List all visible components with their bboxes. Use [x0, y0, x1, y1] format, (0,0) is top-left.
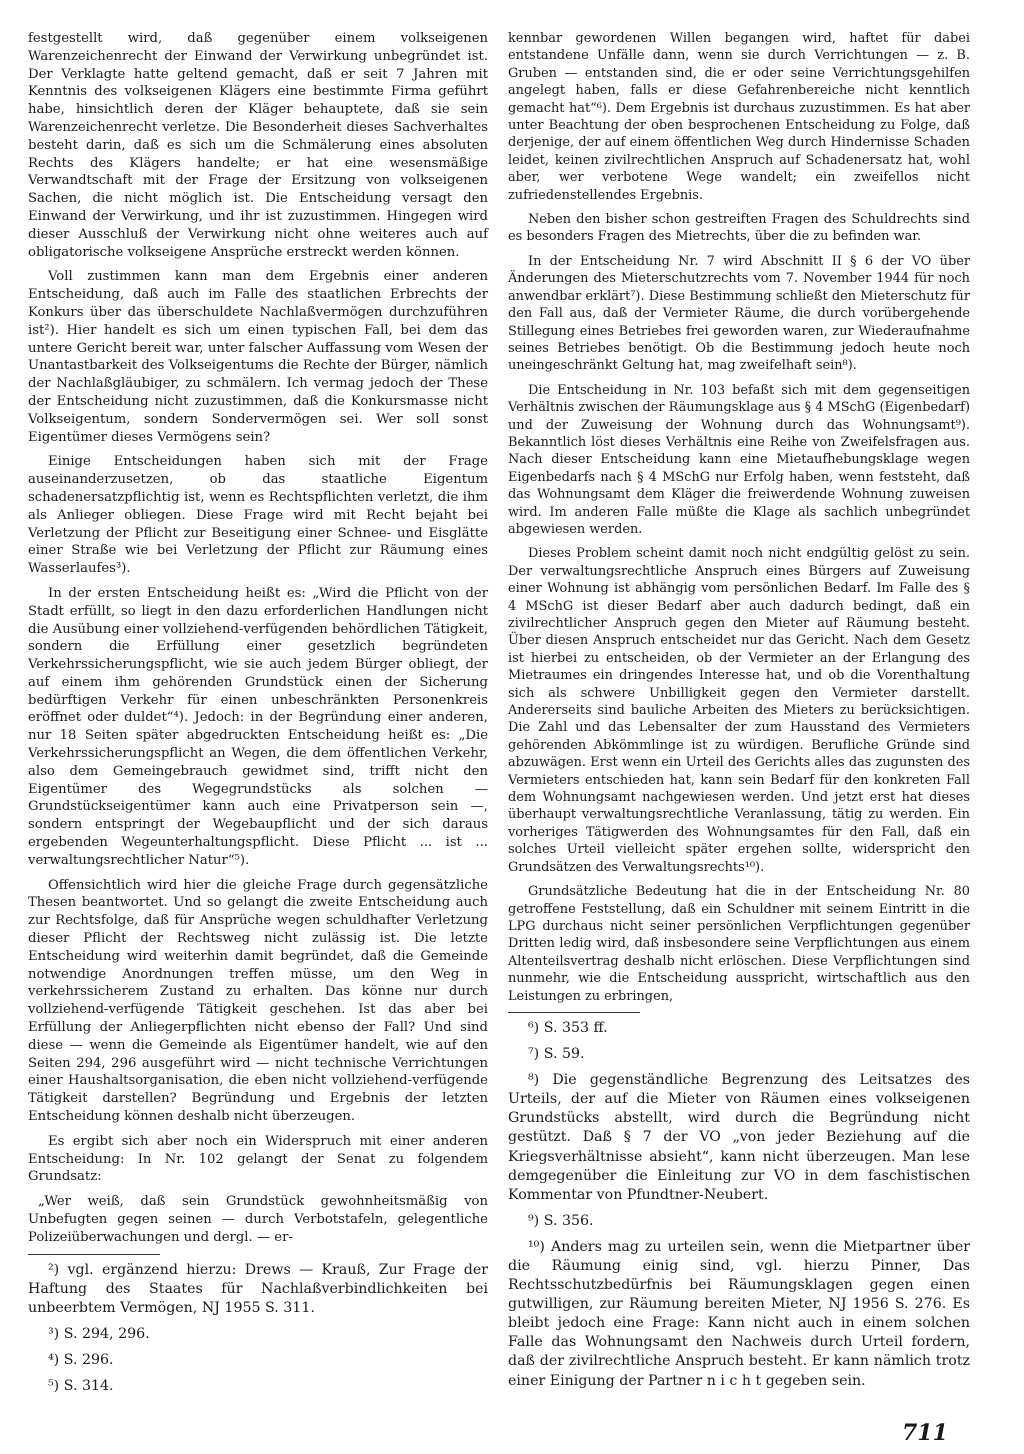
paragraph: Voll zustimmen kann man dem Ergebnis einer anderen Entscheidung, daß auch im Falle des staatlichen Erbrechts der Konkurs über das überschuldete Nachlaßvermögen durchzuführen ist²). Hier handelt es sich um einen typischen Fall, bei dem das untere Gericht bereit war, unter falscher Auffassung vom Wesen der Unantastbarkeit des Volkseigentums die Rechte der Bürger, nämlich der Nachlaßgläubiger, zu schmälern. Ich vermag jedoch der These der Entscheidung nicht zuzustimmen, daß die Konkursmasse nicht Volkseigentum, sondern Sondervermögen sei. Wer soll sonst Eigentümer dieses Vermögens sein?	[28, 269, 488, 445]
footnote: ⁷) S. 59.	[528, 1046, 585, 1063]
paragraph: Neben den bisher schon gestreiften Fragen des Schuldrechts sind es besonders Fragen des Mietrechts, über die zu befinden war.	[508, 212, 970, 245]
footnote: ⁹) S. 356.	[528, 1212, 594, 1229]
footnote: ¹⁰) Anders mag zu urteilen sein, wenn die Mietpartner über die Räumung einig sind, vgl. hierzu Pinner, Das Rechtsschutzbedürfnis bei Räumungsklagen gegen einen gutwilligen, zur Räumung bereiten Mieter, NJ 1956 S. 276. Es bleibt jedoch eine Frage: Kann nicht auch in einem solchen Falle das Wohnungsamt den Nachweis durch Urteil fordern, daß der zivilrechtliche Anspruch besteht. Er kann nämlich trotz einer Einigung der Partner n i c h t gegeben sein.	[508, 1238, 970, 1389]
right-column	[508, 30, 970, 1398]
paragraph: kennbar gewordenen Willen begangen wird, haftet für dabei entstandene Unfälle dann, wenn sie durch Verrichtungen — z. B. Gruben — entstanden sind, die er oder seine Verrichtungsgehilfen angelegt haben, falls er diese Gefahrenbereiche nicht kenntlich gemacht hat“⁶). Dem Ergebnis ist durchaus zuzustimmen. Es hat aber unter Beachtung der oben besprochenen Entscheidung zu Folge, daß derjenige, der auf einem öffentlichen Weg durch Hindernisse Schaden leidet, keinen zivilrechtlichen Anspruch auf Schadenersatz hat, wohl aber, wer verbotene Wege wandelt; ein zweifellos nicht zufriedenstellendes Ergebnis.	[508, 31, 970, 203]
footnote: ⁵) S. 314.	[48, 1378, 114, 1395]
page-number: 711	[902, 1420, 948, 1446]
paragraph: festgestellt wird, daß gegenüber einem volkseigenen Warenzeichenrecht der Einwand der Verwirkung unbegründet ist. Der Verklagte hatte geltend gemacht, daß er seit 7 Jahren mit Kenntnis des volkseigenen Klägers eine bestimmte Firma geführt habe, hinsichtlich deren der Kläger behauptete, daß sie sein Warenzeichenrecht verletze. Die Besonderheit dieses Sachverhaltes besteht darin, daß es sich um die Schmälerung eines absoluten Rechts des Klägers handelte; er hat eine wesensmäßige Verwandtschaft mit der Frage der Ersitzung von volkseigenen Sachen, die nicht möglich ist. Die Entscheidung versagt den Einwand der Verwirkung, und ihr ist zuzustimmen. Hingegen wird dieser Ausschluß der Verwirkung nicht ohne weiteres auch auf obligatorische volkseigene Ansprüche erstreckt werden können.	[28, 31, 488, 260]
footnote: ³) S. 294, 296.	[48, 1325, 150, 1342]
paragraph: In der Entscheidung Nr. 7 wird Abschnitt II § 6 der VO über Änderungen des Mieterschutzrechts vom 7. November 1944 für noch anwendbar erklärt⁷). Diese Bestimmung schließt den Mieterschutz für den Fall aus, daß der Vermieter Räume, die durch vorübergehende Stillegung eines Betriebes frei geworden waren, zur Wiederaufnahme seines Betriebes benötigt. Ob die Bestimmung jedoch heute noch uneingeschränkt Geltung hat, mag zweifelhaft sein⁸).	[508, 253, 970, 374]
footnote: ⁴) S. 296.	[48, 1351, 114, 1368]
quote-paragraph: „Wer weiß, daß sein Grundstück gewohnheitsmäßig von Unbefugten gegen seinen — durch Verbotstafeln, gelegentliche Polizeiüberwachungen und dergl. — er-	[28, 1194, 488, 1245]
paragraph: Die Entscheidung in Nr. 103 befaßt sich mit dem gegenseitigen Verhältnis zwischen der Räumungsklage aus § 4 MSchG (Eigenbedarf) und der Zuweisung der Wohnung durch das Wohnungsamt⁹). Bekanntlich löst dieses Verhältnis eine Reihe von Zweifelsfragen aus. Nach dieser Entscheidung kann eine Mietaufhebungsklage wegen Eigenbedarfs nach § 4 MSchG nur Erfolg haben, wenn feststeht, daß das Wohnungsamt dem Kläger die freiwerdende Wohnung zuweisen wird. Im anderen Falle müßte die Klage als sachlich unbegründet abgewiesen werden.	[508, 382, 970, 537]
footnote-divider	[508, 1012, 640, 1013]
paragraph: Grundsätzliche Bedeutung hat die in der Entscheidung Nr. 80 getroffene Feststellung, daß ein Schuldner mit seinem Eintritt in die LPG durchaus nicht seiner persönlichen Verpflichtungen gegenüber Dritten ledig wird, daß insbesondere seine Verpflichtungen aus einem Altenteilsvertrag deshalb nicht erlöschen. Diese Verpflichtungen sind nunmehr, wie die Entscheidung ausspricht, wirtschaftlich aus den Leistungen zu erbringen,	[508, 884, 970, 1004]
footnote: ⁸) Die gegenständliche Begrenzung des Leitsatzes des Urteils, der auf die Mieter von Räumen eines volkseigenen Grundstücks abstellt, wird durch die Begründung nicht gestützt. Daß § 7 der VO „von jeder Beziehung auf die Kriegsverhältnisse absieht“, kann nicht überzeugen. Man lese demgegenüber die Einleitung zur VO in dem faschistischen Kommentar von Pfundtner-Neubert.	[508, 1072, 970, 1203]
paragraph: In der ersten Entscheidung heißt es: „Wird die Pflicht von der Stadt erfüllt, so liegt in den dazu erforderlichen Handlungen nicht die Ausübung einer vollziehend-verfügenden behördlichen Tätigkeit, sondern die Erfüllung einer gesetzlich begründeten Verkehrssicherungspflicht, wie sie auch jedem Bürger obliegt, der auf einem ihm gehörenden Grundstück einen der Sicherung bedürftigen Verkehr für einen unbeschränkten Personenkreis eröffnet oder duldet“⁴). Jedoch: in der Begründung einer anderen, nur 18 Seiten später abgedruckten Entscheidung heißt es: „Die Verkehrssicherungspflicht an Wegen, die dem öffentlichen Verkehr, also dem Gemeingebrauch gewidmet sind, trifft nicht den Eigentümer des Wegegrundstücks als solchen — Grundstückseigentümer kann auch eine Privatperson sein —, sondern entspringt der Wegebaupflicht und der sich daraus ergebenden Wegeunterhaltungspflicht. Diese Pflicht ... ist ... verwaltungsrechtlicher Natur“⁵).	[28, 585, 488, 868]
footnote: ⁶) S. 353 ff.	[528, 1019, 608, 1036]
footnote-divider	[28, 1254, 160, 1255]
footnote: ²) vgl. ergänzend hierzu: Drews — Krauß, Zur Frage der Haftung des Staates für Nachlaßverbindlichkeiten bei unbeerbtem Vermögen, NJ 1955 S. 311.	[28, 1261, 488, 1316]
paragraph: Es ergibt sich aber noch ein Widerspruch mit einer anderen Entscheidung: In Nr. 102 gelangt der Senat zu folgendem Grundsatz:	[28, 1133, 488, 1185]
paragraph: Offensichtlich wird hier die gleiche Frage durch gegensätzliche Thesen beantwortet. Und so gelangt die zweite Entscheidung auch zur Rechtsfolge, daß für Ansprüche wegen schuldhafter Verletzung dieser Pflicht der Rechtsweg nicht zulässig ist. Die letzte Entscheidung wird weiterhin damit begründet, daß die Gemeinde notwendige Anordnungen treffen müsse, um den Weg in verkehrssicherem Zustand zu erhalten. Das könne nur durch vollziehend-verfügende Tätigkeit geschehen. Ist das aber bei Erfüllung der Anliegerpflichten nicht ebenso der Fall? Und sind diese — wenn die Gemeinde als Eigentümer handelt, wie auf den Seiten 294, 296 ausgeführt wird — nicht technische Verrichtungen einer Haushaltsorganisation, die eben nicht vollziehend-verfügende Tätigkeit darstellen? Begründung und Ergebnis der letzten Entscheidung können deshalb nicht überzeugen.	[28, 877, 488, 1125]
left-column	[28, 30, 488, 1403]
paragraph: Dieses Problem scheint damit noch nicht endgültig gelöst zu sein. Der verwaltungsrechtliche Anspruch eines Bürgers auf Zuweisung einer Wohnung ist abhängig vom persönlichen Bedarf. Im Falle des § 4 MSchG ist dieser Bedarf aber auch dadurch bedingt, daß ein zivilrechtlicher Anspruch gegen den Mieter auf Räumung besteht. Über diesen Anspruch entscheidet nur das Gericht. Nach dem Gesetz ist hierbei zu entscheiden, ob der Vermieter an der Erlangung des Mietraumes ein dringendes Interesse hat, und ob die Vorenthaltung sich als schwere Unbilligkeit gegen den Vermieter darstellt. Andererseits sind bauliche Arbeiten des Mieters zu berücksichtigen. Die Zahl und das Lebensalter der zum Hausstand des Vermieters gehörenden Abkömmlinge ist zu würdigen. Berufliche Gründe sind abzuwägen. Erst wenn ein Urteil des Gerichts alles das zugunsten des Vermieters entschieden hat, kann sein Bedarf für den konkreten Fall dem Wohnungsamt nachgewiesen werden. Und jetzt erst hat dieses überhaupt verwaltungsrechtliche Veranlassung, tätig zu werden. Ein vorheriges Tätigwerden des Wohnungsamtes für den Fall, daß ein solches Urteil vielleicht später ergehen sollte, widerspricht den Grundsätzen des Verwaltungsrechts¹⁰).	[508, 546, 970, 875]
paragraph: Einige Entscheidungen haben sich mit der Frage auseinanderzusetzen, ob das staatliche Eigentum schadenersatzpflichtig ist, wenn es Rechtspflichten verletzt, die ihm als Anlieger obliegen. Diese Frage wird mit Recht bejaht bei Verletzung der Pflicht zur Beseitigung einer Schnee- und Eisglätte einer Straße wie bei Verletzung der Pflicht zur Räumung eines Wasserlaufes³).	[28, 454, 488, 577]
